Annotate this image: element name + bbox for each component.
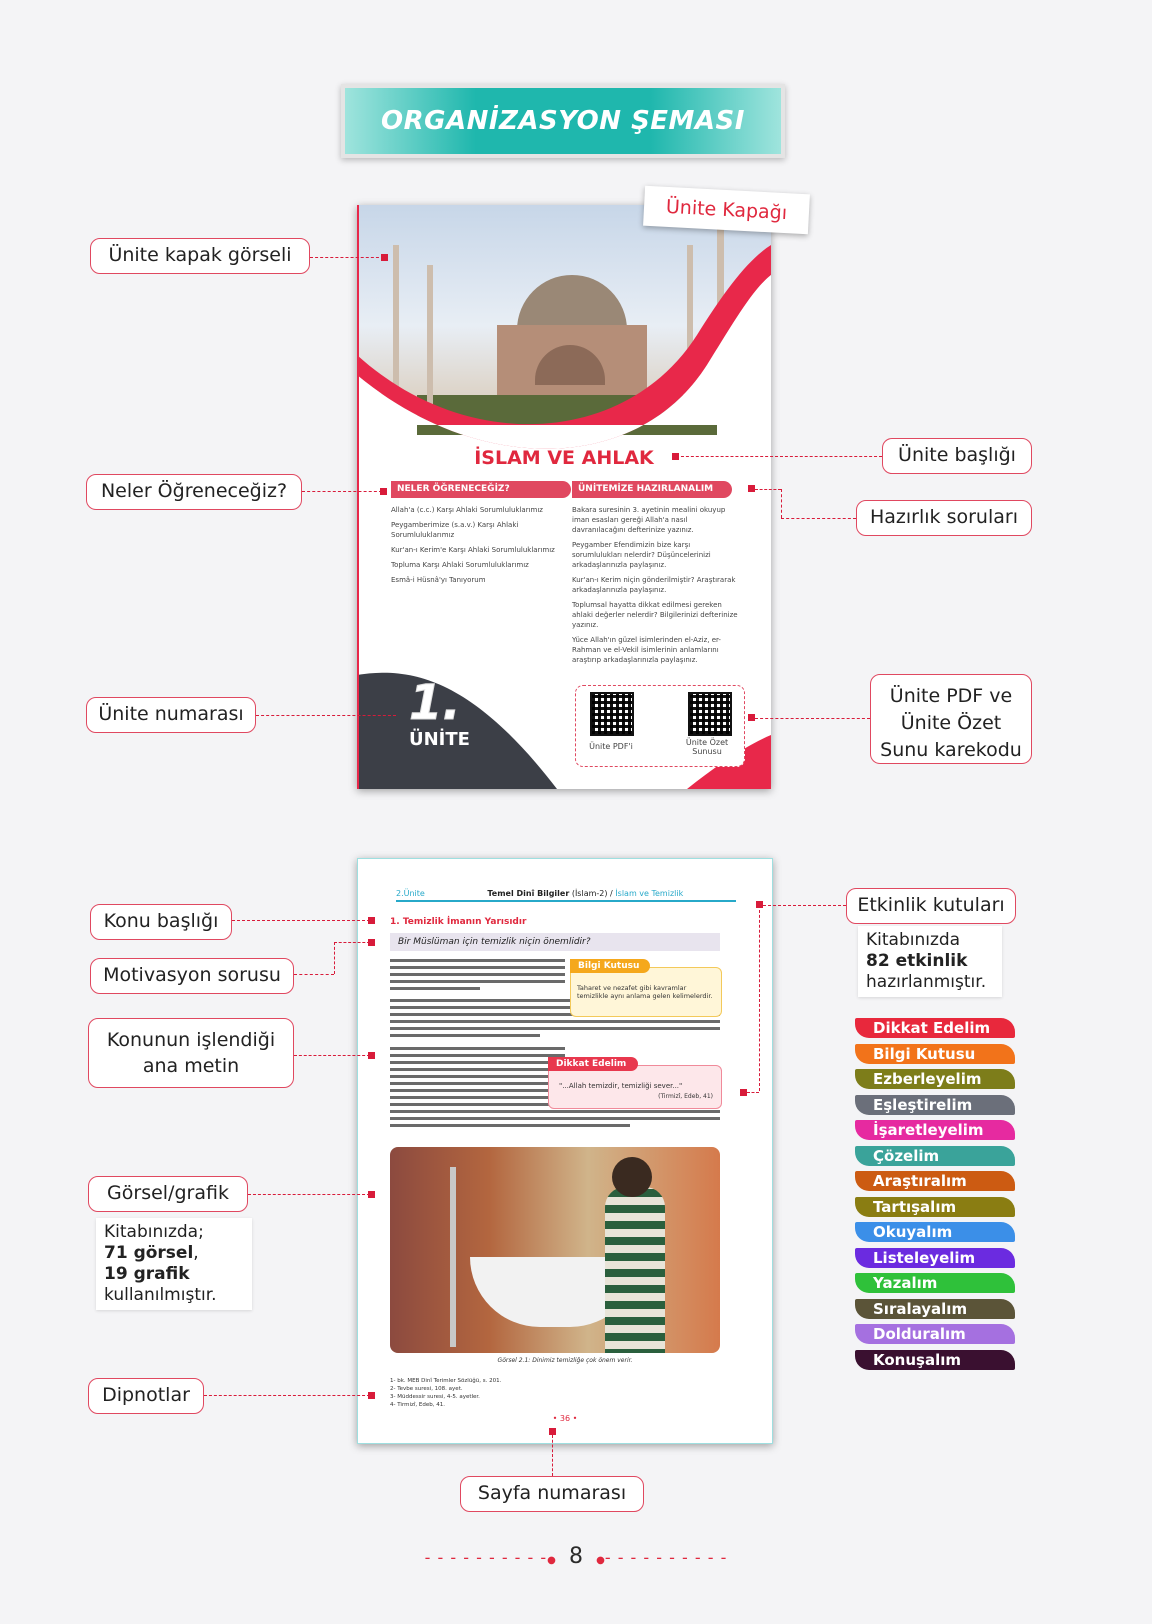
activity-pill: Dikkat Edelim <box>855 1018 1015 1038</box>
label-visual: Görsel/grafik <box>88 1176 248 1212</box>
prep-list <box>572 505 742 670</box>
label-line: Ünite PDF ve <box>889 685 1013 707</box>
inner-page-number: • 36 • <box>552 1414 578 1423</box>
connector <box>204 1395 370 1396</box>
label-motivation: Motivasyon sorusu <box>90 958 294 994</box>
marker-dot <box>368 1052 375 1059</box>
unit-title: İSLAM VE AHLAK <box>474 447 654 469</box>
page-title: ORGANİZASYON ŞEMASI <box>381 106 745 136</box>
activity-pill: Eşleştirelim <box>855 1095 1015 1115</box>
attention-box-text: "...Allah temizdir, temizliği sever..." <box>559 1082 683 1090</box>
list-item: Topluma Karşı Ahlaki Sorumluluklarımız <box>391 561 529 569</box>
footnote: 4- Tirmizî, Edeb, 41. <box>390 1402 445 1408</box>
label-footnotes: Dipnotlar <box>88 1378 204 1414</box>
label-topic-title: Konu başlığı <box>90 904 232 940</box>
page-header: 2.Ünite Temel Dinî Bilgiler (İslam-2) / İslam ve Temizlik <box>396 889 736 902</box>
activity-note <box>858 926 1002 997</box>
prep-bar: ÜNİTEMİZE HAZIRLANALIM <box>572 481 732 498</box>
what-learn-bar: NELER ÖĞRENECEĞİZ? <box>391 481 571 498</box>
connector <box>302 491 382 492</box>
note-line: Kitabınızda; <box>104 1222 204 1242</box>
connector <box>763 905 846 906</box>
footnotes <box>390 1377 501 1409</box>
marker-dot <box>748 485 755 492</box>
header-right: İslam ve Temizlik <box>615 889 684 898</box>
activity-pill: Dolduralım <box>855 1324 1015 1344</box>
label-unit-title: Ünite başlığı <box>882 438 1032 474</box>
connector <box>334 942 335 974</box>
note-bold: 19 grafik <box>104 1264 190 1284</box>
list-item: Kur'an-ı Kerim'e Karşı Ahlaki Sorumluluklarımız <box>391 546 555 554</box>
connector <box>552 1435 553 1476</box>
label-line: Sunu karekodu <box>880 739 1022 761</box>
attention-box <box>548 1065 722 1109</box>
label-line: ana metin <box>142 1055 240 1077</box>
connector <box>294 1055 370 1056</box>
label-what-learn: Neler Öğreneceğiz? <box>86 474 302 510</box>
footnote: 3- Müddessir suresi, 4-5. ayetler. <box>390 1394 480 1400</box>
list-item: Esmâ-i Hüsnâ'yı Tanıyorum <box>391 576 486 584</box>
activity-pill: Sıralayalım <box>855 1299 1015 1319</box>
info-box <box>570 967 722 1017</box>
attention-box-title: Dikkat Edelim <box>548 1057 638 1071</box>
note-line: hazırlanmıştır. <box>866 972 987 992</box>
footer-dash-right: - - - - - - - - - - <box>604 1548 728 1567</box>
motivation-question: Bir Müslüman için temizlik niçin önemlidir? <box>390 933 720 951</box>
marker-dot <box>672 453 679 460</box>
connector <box>256 715 396 716</box>
connector <box>232 920 370 921</box>
activity-pill: Ezberleyelim <box>855 1069 1015 1089</box>
content-photo <box>390 1147 720 1353</box>
note-comma: , <box>193 1243 199 1263</box>
footer: - - - - - - - - - -● 8 ●- - - - - - - - - - <box>424 1544 728 1569</box>
activity-pill: Çözelim <box>855 1146 1015 1166</box>
page-number: 8 <box>569 1544 583 1569</box>
sample-content-page <box>357 858 773 1444</box>
header-title: Temel Dinî Bilgiler <box>487 889 570 898</box>
cover-tag-label: Ünite Kapağı <box>665 195 788 225</box>
attention-box-source: (Tirmizî, Edeb, 41) <box>658 1093 713 1100</box>
label-activity-boxes: Etkinlik kutuları <box>846 888 1016 924</box>
marker-dot <box>380 488 387 495</box>
list-item: Allah'a (c.c.) Karşı Ahlaki Sorumluluklarımız <box>391 506 543 514</box>
child-head <box>612 1157 652 1197</box>
title-banner <box>341 84 785 158</box>
label-unit-number: Ünite numarası <box>86 697 256 733</box>
cover-tag <box>643 186 810 235</box>
marker-dot <box>368 1392 375 1399</box>
qr-box <box>575 685 745 767</box>
list-item: Kur'an-ı Kerim niçin gönderilmiştir? Araştırarak arkadaşlarınızla paylaşınız. <box>572 576 736 594</box>
label-qr-code <box>870 674 1032 764</box>
header-sub: (İslam-2) <box>571 889 608 898</box>
activity-pill: Tartışalım <box>855 1197 1015 1217</box>
label-cover-image: Ünite kapak görseli <box>90 238 310 274</box>
note-line: Kitabınızda <box>866 930 961 950</box>
note-line <box>104 1264 244 1285</box>
connector <box>334 942 370 943</box>
list-item: Toplumsal hayatta dikkat edilmesi gereken ahlaki değerler nelerdir? Bilgilerinizi defterinize yazınız. <box>572 601 738 629</box>
label-line: Konunun işlendiği <box>106 1029 276 1051</box>
unit-number: 1. <box>409 675 461 731</box>
faucet <box>450 1167 456 1347</box>
list-item: Yüce Allah'ın güzel isimlerinden el-Aziz, er-Rahman ve el-Vekil isimlerinin anlamlarını araştırıp arkadaşlarınızla paylaşınız. <box>572 636 721 664</box>
footnote: 1- bk. MEB Dinî Terimler Sözlüğü, s. 201. <box>390 1378 502 1384</box>
activity-pill: Bilgi Kutusu <box>855 1044 1015 1064</box>
qr-caption: Ünite PDF'i <box>589 742 633 751</box>
unit-cover-page <box>357 205 771 789</box>
connector <box>747 1092 759 1093</box>
info-box-title: Bilgi Kutusu <box>570 959 650 973</box>
qr-code-icon[interactable] <box>590 692 634 736</box>
note-bold: 71 görsel <box>104 1243 194 1263</box>
activity-pill: Okuyalım <box>855 1222 1015 1242</box>
activity-pill: Yazalım <box>855 1273 1015 1293</box>
unit-word: ÜNİTE <box>409 729 470 750</box>
connector <box>676 456 882 457</box>
marker-dot <box>368 917 375 924</box>
connector <box>759 905 760 1091</box>
marker-dot <box>381 254 388 261</box>
label-line: Ünite Özet <box>900 712 1002 734</box>
note-bold: 82 etkinlik <box>866 951 968 971</box>
activity-pill: Araştıralım <box>855 1171 1015 1191</box>
activity-pill: İşaretleyelim <box>855 1120 1015 1140</box>
marker-dot <box>549 1428 556 1435</box>
marker-dot <box>368 939 375 946</box>
visual-note <box>96 1218 252 1310</box>
label-page-number: Sayfa numarası <box>460 1476 644 1512</box>
connector <box>781 489 782 518</box>
connector <box>248 1194 370 1195</box>
footer-dash-left: - - - - - - - - - - <box>424 1548 548 1567</box>
connector <box>294 974 334 975</box>
qr-caption: Ünite Özet Sunusu <box>685 738 729 756</box>
qr-code-icon[interactable] <box>688 692 732 736</box>
what-learn-list <box>391 505 571 590</box>
connector <box>781 518 856 519</box>
connector <box>755 489 781 490</box>
list-item: Peygamber Efendimizin bize karşı sorumlulukları nelerdir? Düşüncelerinizi arkadaşlarınızla paylaşınız. <box>572 541 711 569</box>
info-box-text: Taharet ve nezafet gibi kavramlar temizlikle aynı anlama gelen kelimelerdir. <box>577 984 713 1000</box>
note-line <box>104 1243 244 1264</box>
note-line <box>866 951 994 972</box>
marker-dot <box>368 1191 375 1198</box>
topic-title: 1. Temizlik İmanın Yarısıdır <box>390 917 527 927</box>
connector <box>755 718 870 719</box>
unit-label: 2.Ünite <box>396 889 425 898</box>
connector <box>310 257 384 258</box>
marker-dot <box>740 1089 747 1096</box>
label-prep-questions: Hazırlık soruları <box>856 500 1032 536</box>
note-line: kullanılmıştır. <box>104 1285 217 1305</box>
activity-pill: Konuşalım <box>855 1350 1015 1370</box>
list-item: Bakara suresinin 3. ayetinin mealini okuyup iman esasları gereği Allah'a nasıl davranılacağını defterinize yazınız. <box>572 506 726 534</box>
label-main-text <box>88 1018 294 1088</box>
activity-pill: Listeleyelim <box>855 1248 1015 1268</box>
marker-dot <box>748 714 755 721</box>
footnote: 2- Tevbe suresi, 108. ayet. <box>390 1386 463 1392</box>
photo-caption: Görsel 2.1: Dinimiz temizliğe çok önem verir. <box>497 1357 633 1364</box>
list-item: Peygamberimize (s.a.v.) Karşı Ahlaki Sorumluluklarımız <box>391 521 519 539</box>
child-figure <box>605 1187 665 1353</box>
